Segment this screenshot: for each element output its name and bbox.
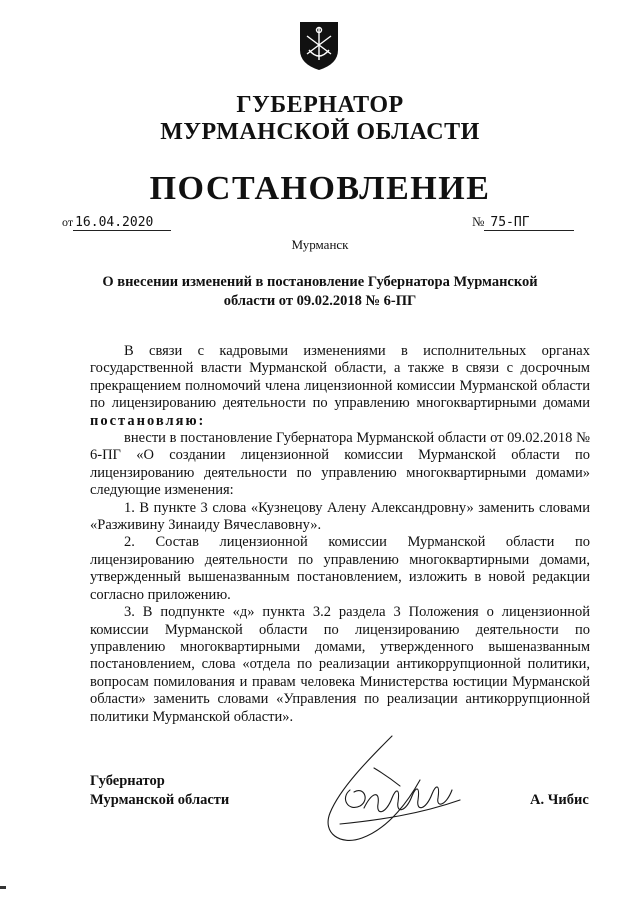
city: Мурманск bbox=[291, 237, 349, 252]
date-value: 16.04.2020 bbox=[73, 215, 171, 231]
signer-position bbox=[90, 772, 229, 810]
number-value: 75-ПГ bbox=[484, 215, 574, 231]
signer-position-line2: Мурманской области bbox=[90, 792, 230, 808]
signer-position-line1: Губернатор bbox=[90, 773, 165, 789]
decree-keyword: постановляю: bbox=[90, 412, 206, 429]
document-heading bbox=[100, 273, 540, 311]
paragraph-item-3: 3. В подпункте «д» пункта 3.2 раздела 3 Положения о лицензионной комиссии Мурманской области по лицензированию деятельности по управлению многоквартирными домами, утвержденного вышеназванным постановлением, слова «отдела по реализации антикоррупционной политики, вопросам помилования и правам человека Министерства юстиции Мурманской области» заменить словами «Управления по реализации антикоррупционной политики Мурманской области». bbox=[90, 604, 590, 725]
document-type: ПОСТАНОВЛЕНИЕ bbox=[149, 170, 491, 207]
signer-name: А. Чибис bbox=[530, 792, 589, 808]
scan-edge-mark bbox=[0, 886, 6, 889]
heading-line2: области от 09.02.2018 № 6-ПГ bbox=[223, 293, 417, 309]
coat-of-arms-icon bbox=[297, 20, 341, 72]
issuer-title-line2: МУРМАНСКОЙ ОБЛАСТИ bbox=[160, 119, 480, 145]
date-prefix: от bbox=[62, 215, 74, 229]
document-date bbox=[62, 214, 171, 231]
paragraph-item-1: 1. В пункте 3 слова «Кузнецову Алену Александровну» заменить словами «Разживину Зинаиду Вячеславовну». bbox=[90, 499, 590, 534]
handwritten-signature bbox=[300, 728, 480, 858]
number-prefix: № bbox=[472, 214, 485, 229]
paragraph-introduce: внести в постановление Губернатора Мурманской области от 09.02.2018 № 6-ПГ «О создании лицензионной комиссии Мурманской области по лицензированию деятельности по управлению многоквартирными домами» следующие изменения: bbox=[90, 430, 590, 499]
document-number bbox=[472, 214, 574, 231]
paragraph-preamble bbox=[90, 343, 590, 430]
document-body bbox=[90, 343, 590, 726]
paragraph-item-2: 2. Состав лицензионной комиссии Мурманской области по лицензированию деятельности по управлению многоквартирными домами, утвержденный вышеназванным постановлением, изложить в новой редакции согласно приложению. bbox=[90, 534, 590, 603]
issuer-title-line1: ГУБЕРНАТОР bbox=[236, 92, 404, 118]
preamble-text: В связи с кадровыми изменениями в исполнительных органах государственной власти Мурманской области, а также в связи с досрочным прекращением полномочий члена лицензионной комиссии Мурманской области по лицензированию деятельности по управлению многоквартирными домами bbox=[90, 343, 590, 412]
heading-line1: О внесении изменений в постановление Губернатора Мурманской bbox=[102, 274, 538, 290]
